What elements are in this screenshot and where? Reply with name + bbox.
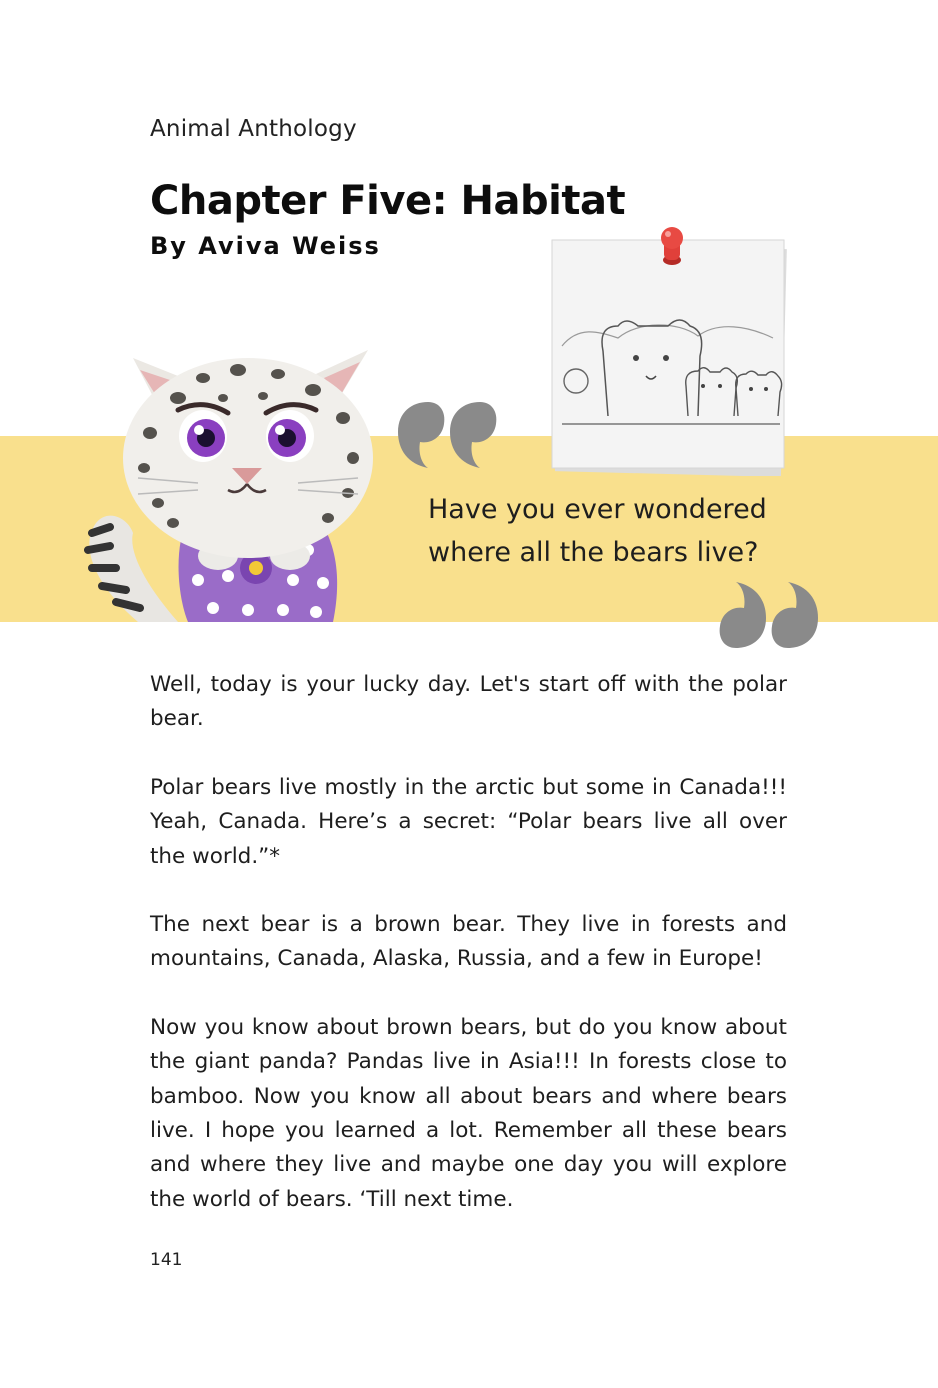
paragraph: Well, today is your lucky day. Let's start off with the polar bear. [150, 672, 787, 732]
pull-quote: Have you ever wondered where all the bears live? [428, 494, 767, 568]
author-byline: By Aviva Weiss [150, 232, 381, 260]
paragraph: Polar bears live mostly in the arctic but some in Canada!!! Yeah, Canada. Here’s a secret: “Polar bears live all over the world.”* [150, 774, 787, 869]
pinned-bear-drawing [548, 226, 792, 476]
page-number: 141 [150, 1250, 183, 1270]
open-quote-mark [394, 398, 500, 472]
snow-leopard-illustration [78, 318, 388, 622]
close-quote-mark [714, 578, 822, 652]
book-title-header: Animal Anthology [150, 116, 357, 142]
paragraph: Now you know about brown bears, but do you know about the giant panda? Pandas live in Asia!!! In forests close to bamboo. Now you know all about bears and where bears live. I hope you learned a lot. Remember all these bears and where they live and maybe one day you will explore the world of bears. ‘Till next time. [150, 1014, 787, 1212]
chapter-title: Chapter Five: Habitat [150, 178, 626, 224]
paragraph: The next bear is a brown bear. They live in forests and mountains, Canada, Alaska, Russia, and a few in Europe! [150, 912, 787, 972]
article-body [150, 668, 787, 1251]
